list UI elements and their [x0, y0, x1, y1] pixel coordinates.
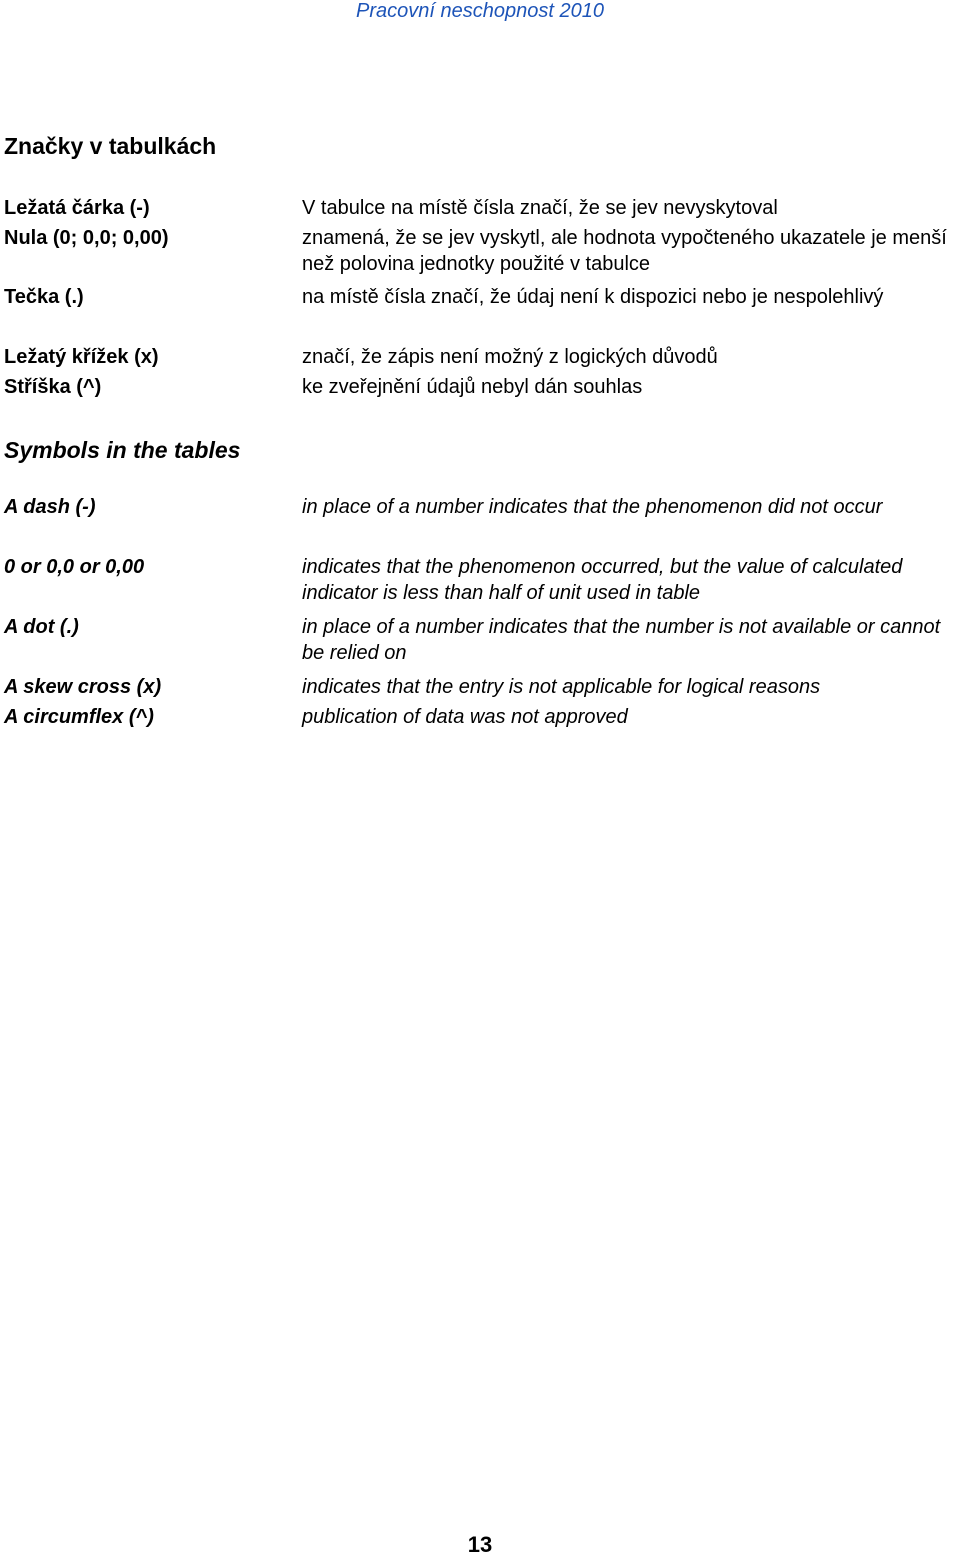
symbol-definition: publication of data was not approved — [302, 706, 628, 728]
symbol-definition: V tabulce na místě čísla značí, že se jev nevyskytoval — [302, 197, 778, 219]
symbol-term: A circumflex (^) — [4, 706, 154, 728]
symbol-definition: na místě čísla značí, že údaj není k dispozici nebo je nespolehlivý — [302, 286, 884, 308]
symbol-term: Stříška (^) — [4, 376, 102, 398]
symbol-definition: indicates that the entry is not applicable for logical reasons — [302, 676, 821, 698]
symbol-term: Ležatý křížek (x) — [4, 346, 159, 368]
symbol-definition: znamená, že se jev vyskytl, ale hodnota vypočteného ukazatele je menší než polovina jednotky použité v tabulce — [302, 227, 947, 275]
symbol-definition: in place of a number indicates that the phenomenon did not occur — [302, 496, 883, 518]
symbol-definition: značí, že zápis není možný z logických důvodů — [302, 346, 718, 368]
symbol-definition: in place of a number indicates that the number is not available or cannot be relied on — [302, 616, 941, 664]
symbol-definition: indicates that the phenomenon occurred, but the value of calculated indicator is less than half of unit used in table — [302, 556, 903, 604]
section-title-cz: Značky v tabulkách — [4, 133, 217, 159]
symbol-term: A dash (-) — [4, 496, 96, 518]
symbol-term: Nula (0; 0,0; 0,00) — [4, 227, 169, 249]
symbol-term: A dot (.) — [4, 616, 79, 638]
symbol-term: Tečka (.) — [4, 286, 84, 308]
symbol-term: 0 or 0,0 or 0,00 — [4, 556, 145, 578]
symbol-term: A skew cross (x) — [4, 676, 162, 698]
page-number: 13 — [467, 1532, 493, 1557]
symbol-definition: ke zveřejnění údajů nebyl dán souhlas — [302, 376, 643, 398]
symbol-term: Ležatá čárka (-) — [4, 197, 150, 219]
section-title-en: Symbols in the tables — [4, 437, 241, 463]
running-header: Pracovní neschopnost 2010 — [356, 0, 604, 22]
